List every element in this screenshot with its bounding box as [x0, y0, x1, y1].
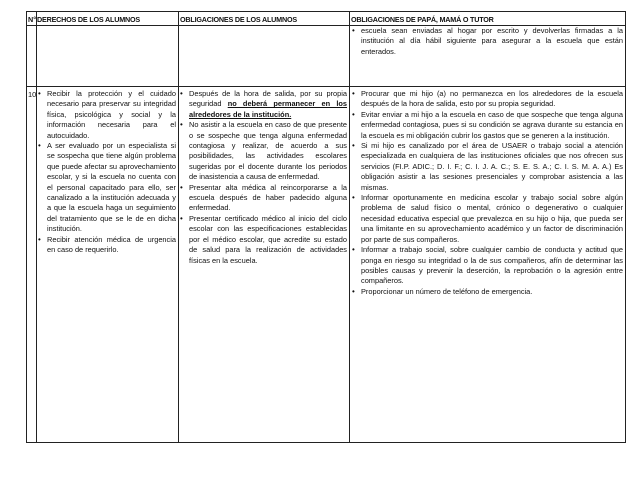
obligacion-alumno-item: • Presentar alta médica al reincorporarse a la escuela después de haber padecido alguna enfermedad.	[180, 183, 347, 214]
obligacion-padre-item: • Procurar que mi hijo (a) no permanezca en los alrededores de la escuela después de la hora de salida, esto por su propia seguridad.	[352, 89, 623, 110]
obligacion-alumno-item: • Presentar certificado médico al inicio del ciclo escolar con las especificaciones establecidas por el médico escolar, que acredite su estado de salud para la realización de actividades físicas en la escuela.	[180, 214, 347, 266]
header-obligaciones-padres: OBLIGACIONES DE PAPÁ, MAMÁ O TUTOR	[351, 15, 494, 24]
row-divider	[27, 86, 625, 87]
obligacion-alumno-emphasis: no deberá permanecer en los alrededores de la institución.	[189, 99, 348, 119]
column-divider	[349, 12, 350, 442]
header-derechos: DERECHOS DE LOS ALUMNOS	[37, 15, 140, 24]
obligacion-padre-item: • Evitar enviar a mi hijo a la escuela en caso de que sospeche que tenga alguna enfermedad contagiosa, pues si su condición se agrava durante su estancia en la escuela es mi obligación cubrir los gastos que se generen a la institución.	[352, 110, 623, 141]
derechos-cell	[38, 89, 176, 256]
header-obligaciones-alumnos: OBLIGACIONES DE LOS ALUMNOS	[180, 15, 297, 24]
obligaciones-padres-cell	[352, 89, 623, 297]
column-divider	[36, 12, 37, 442]
derecho-item: • A ser evaluado por un especialista si se sospecha que tiene algún problema que puede afectar su aprovechamiento escolar, y si la escuela no cuenta con el personal capacitado para ello, ser canalizado a la institución adecuada y a que la escuela haga un seguimiento del tratamiento que se le de en dicha institución.	[38, 141, 176, 235]
derecho-item: • Recibir atención médica de urgencia en caso de requerirlo.	[38, 235, 176, 256]
obligacion-alumno-text: Después de la hora de salida, por su propia seguridad	[189, 89, 347, 109]
obligaciones-alumnos-cell	[180, 89, 347, 266]
obligacion-padre-item: • Informar a trabajo social, sobre cualquier cambio de conducta y actitud que ponga en riesgo su integridad o la de sus compañeros, afín de determinar las posibles causas y prevenir la deserción, la reprobación o la agresión entre compañeros.	[352, 245, 623, 287]
obligacion-alumno-item: • No asistir a la escuela en caso de que presente o se sospeche que tenga alguna enfermedad contagiosa y realizar, de acuerdo a sus posibilidades, las actividades escolares sugeridas por el docente durante los periodos de inasistencia a causa de enfermedad.	[180, 120, 347, 182]
obligacion-padre-item: • Proporcionar un número de teléfono de emergencia.	[352, 287, 623, 297]
intro-parent-cell	[352, 26, 623, 57]
column-divider	[178, 12, 179, 442]
row-number: 10	[28, 90, 37, 99]
derecho-item: • Recibir la protección y el cuidado necesario para preservar su integridad física, psicológica y social y la información necesaria para el autocuidado.	[38, 89, 176, 141]
obligacion-padre-item: • Si mi hijo es canalizado por el área de USAER o trabajo social a atención especializada en cualquiera de las instituciones oficiales que nos ofrecen sus servicios (FI.P. ADIC.; D. I. F.; C. I. J. A. C.; S. E. S. A.; C. I. S. M. A. A.) Es obligación asistir a las sesiones presenciales y comprobar asistencia a las mismas.	[352, 141, 623, 193]
obligacion-padre-item: • Informar oportunamente en medicina escolar y trabajo social sobre algún problema de salud físico o mental, crónico o degenerativo o cualquier necesidad educativa especial que prevalezca en su hijo o hija, que pueda ser una limitante en su aprovechamiento académico y un factor de discriminación por parte de sus compañeros.	[352, 193, 623, 245]
intro-parent-item: • escuela sean enviadas al hogar por escrito y devolverlas firmadas a la institución al día hábil siguiente para asegurar a la escuela que están enterados.	[352, 26, 623, 57]
rules-table	[26, 11, 626, 443]
obligacion-alumno-item	[180, 89, 347, 120]
header-number: N°	[28, 15, 37, 24]
